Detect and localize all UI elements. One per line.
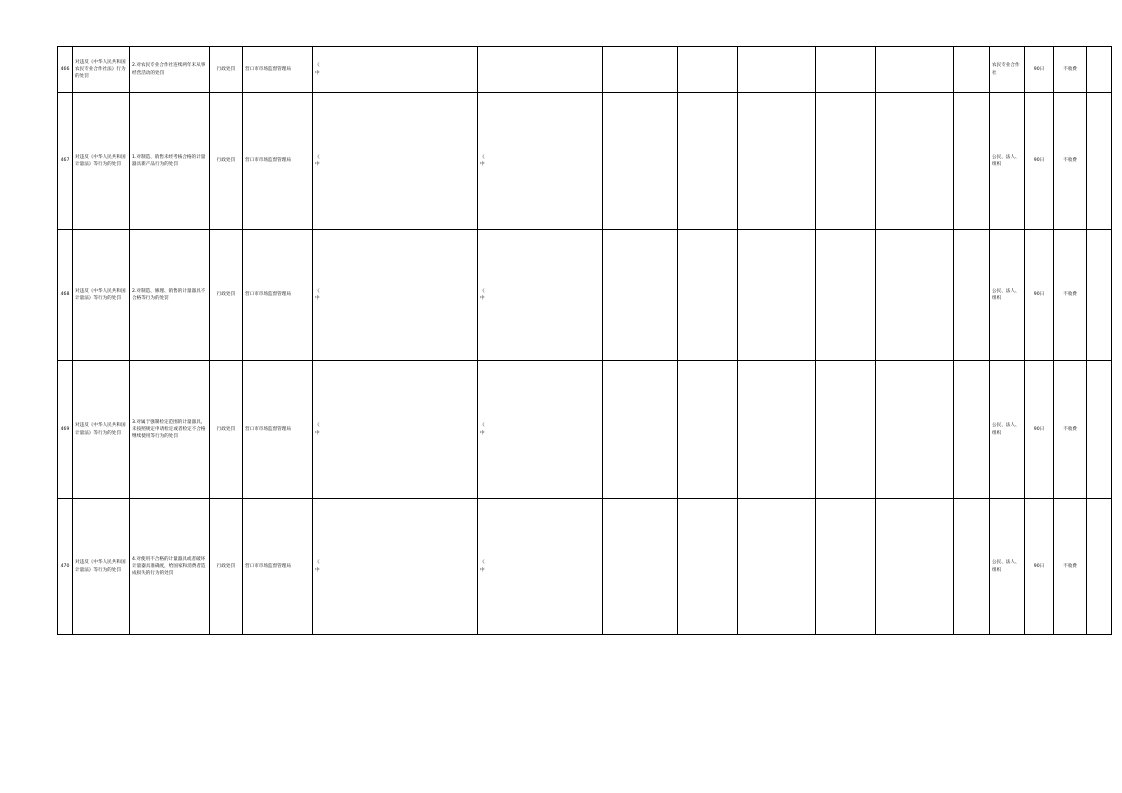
empty-cell	[738, 47, 816, 93]
table-row	[58, 361, 1112, 499]
empty-cell	[678, 499, 738, 635]
law-paragraph: 中	[315, 70, 320, 76]
empty-cell	[1087, 361, 1112, 499]
item-name-cell: 对违反《中华人民共和国计量法》等行为的处罚	[73, 230, 130, 361]
empty-cell	[678, 47, 738, 93]
law-paragraph: 《	[315, 154, 320, 160]
empty-cell	[738, 93, 816, 230]
law-basis-cell	[313, 361, 478, 499]
table-row	[58, 47, 1112, 93]
fee-cell: 不收费	[1054, 93, 1087, 230]
law-paragraph: 中	[315, 430, 320, 436]
power-type-cell: 行政处罚	[210, 230, 243, 361]
empty-cell	[954, 93, 990, 230]
sub-item-cell: 2.对农民专业合作社连续两年未从事经营活动的处罚	[130, 47, 210, 93]
power-type-cell: 行政处罚	[210, 93, 243, 230]
law-paragraph: 《	[315, 63, 320, 69]
empty-cell	[876, 230, 954, 361]
fee-cell: 不收费	[1054, 499, 1087, 635]
item-name-cell: 对违反《中华人民共和国计量法》等行为的处罚	[73, 93, 130, 230]
power-type-cell: 行政处罚	[210, 47, 243, 93]
empty-cell	[1087, 93, 1112, 230]
sub-item-cell: 1.对制造、销售未经考核合格的计量器具新产品行为的处罚	[130, 93, 210, 230]
empty-cell	[876, 93, 954, 230]
empty-cell	[1087, 230, 1112, 361]
power-type-cell: 行政处罚	[210, 361, 243, 499]
empty-cell	[816, 361, 876, 499]
row-number-cell: 468	[58, 230, 73, 361]
regulation-paragraph: 中	[480, 162, 485, 167]
empty-cell	[603, 361, 678, 499]
empty-cell	[738, 361, 816, 499]
department-cell: 营口市市场监督管理局	[243, 361, 313, 499]
sub-item-cell: 2.对制造、修理、销售的计量器具不合格等行为的处罚	[130, 230, 210, 361]
table-row	[58, 230, 1112, 361]
department-cell: 营口市市场监督管理局	[243, 47, 313, 93]
regulation-paragraph: 中	[480, 296, 485, 301]
fee-cell: 不收费	[1054, 230, 1087, 361]
empty-cell	[876, 47, 954, 93]
empty-cell	[603, 47, 678, 93]
empty-cell	[816, 47, 876, 93]
table-row	[58, 93, 1112, 230]
empty-cell	[738, 230, 816, 361]
row-number-cell: 470	[58, 499, 73, 635]
subject-cell: 公民、法人、组织	[990, 93, 1025, 230]
regulation-paragraph: 《	[480, 423, 485, 429]
law-paragraph: 《	[315, 560, 320, 566]
subject-cell: 公民、法人、组织	[990, 230, 1025, 361]
department-cell: 营口市市场监督管理局	[243, 230, 313, 361]
table-row	[58, 499, 1112, 635]
item-name-cell: 对违反《中华人民共和国农民专业合作社法》行为的处罚	[73, 47, 130, 93]
law-basis-cell	[313, 47, 478, 93]
item-name-cell: 对违反《中华人民共和国计量法》等行为的处罚	[73, 499, 130, 635]
regulation-basis-cell	[478, 499, 603, 635]
empty-cell	[678, 93, 738, 230]
empty-cell	[876, 361, 954, 499]
regulation-paragraph: 《	[480, 288, 485, 294]
subject-cell: 公民、法人、组织	[990, 499, 1025, 635]
time-limit-cell: 90日	[1025, 47, 1054, 93]
sub-item-cell: 4.对使用不合格的计量器具或者破坏计量器具准确度，给国家和消费者造成损失的行为的处罚	[130, 499, 210, 635]
subject-cell: 公民、法人、组织	[990, 361, 1025, 499]
law-paragraph: 中	[315, 162, 320, 167]
law-paragraph: 中	[315, 567, 320, 573]
empty-cell	[816, 93, 876, 230]
law-basis-cell	[313, 93, 478, 230]
power-list-table	[57, 46, 1112, 635]
regulation-basis-cell	[478, 230, 603, 361]
law-paragraph: 《	[315, 288, 320, 294]
empty-cell	[954, 47, 990, 93]
regulation-paragraph: 中	[480, 430, 485, 436]
regulation-basis-cell	[478, 361, 603, 499]
sub-item-cell: 3.对属于强制检定范围的计量器具，未按照规定申请检定或者检定不合格继续使用等行为的处罚	[130, 361, 210, 499]
empty-cell	[738, 499, 816, 635]
fee-cell: 不收费	[1054, 361, 1087, 499]
regulation-basis-cell	[478, 93, 603, 230]
row-number-cell: 467	[58, 93, 73, 230]
empty-cell	[954, 361, 990, 499]
law-paragraph: 中	[315, 296, 320, 301]
empty-cell	[678, 361, 738, 499]
empty-cell	[603, 499, 678, 635]
time-limit-cell: 90日	[1025, 93, 1054, 230]
regulation-basis-cell	[478, 47, 603, 93]
row-number-cell: 466	[58, 47, 73, 93]
law-paragraph: 《	[315, 423, 320, 429]
item-name-cell: 对违反《中华人民共和国计量法》等行为的处罚	[73, 361, 130, 499]
empty-cell	[954, 230, 990, 361]
time-limit-cell: 90日	[1025, 499, 1054, 635]
time-limit-cell: 90日	[1025, 230, 1054, 361]
time-limit-cell: 90日	[1025, 361, 1054, 499]
empty-cell	[816, 499, 876, 635]
regulation-paragraph: 《	[480, 154, 485, 160]
subject-cell: 农民专业合作社	[990, 47, 1025, 93]
law-basis-cell	[313, 230, 478, 361]
empty-cell	[603, 93, 678, 230]
regulation-paragraph: 《	[480, 560, 485, 566]
department-cell: 营口市市场监督管理局	[243, 93, 313, 230]
row-number-cell: 469	[58, 361, 73, 499]
empty-cell	[603, 230, 678, 361]
empty-cell	[1087, 499, 1112, 635]
department-cell: 营口市市场监督管理局	[243, 499, 313, 635]
fee-cell: 不收费	[1054, 47, 1087, 93]
power-type-cell: 行政处罚	[210, 499, 243, 635]
law-basis-cell	[313, 499, 478, 635]
empty-cell	[678, 230, 738, 361]
empty-cell	[876, 499, 954, 635]
regulation-paragraph: 中	[480, 567, 485, 573]
empty-cell	[954, 499, 990, 635]
empty-cell	[1087, 47, 1112, 93]
empty-cell	[816, 230, 876, 361]
